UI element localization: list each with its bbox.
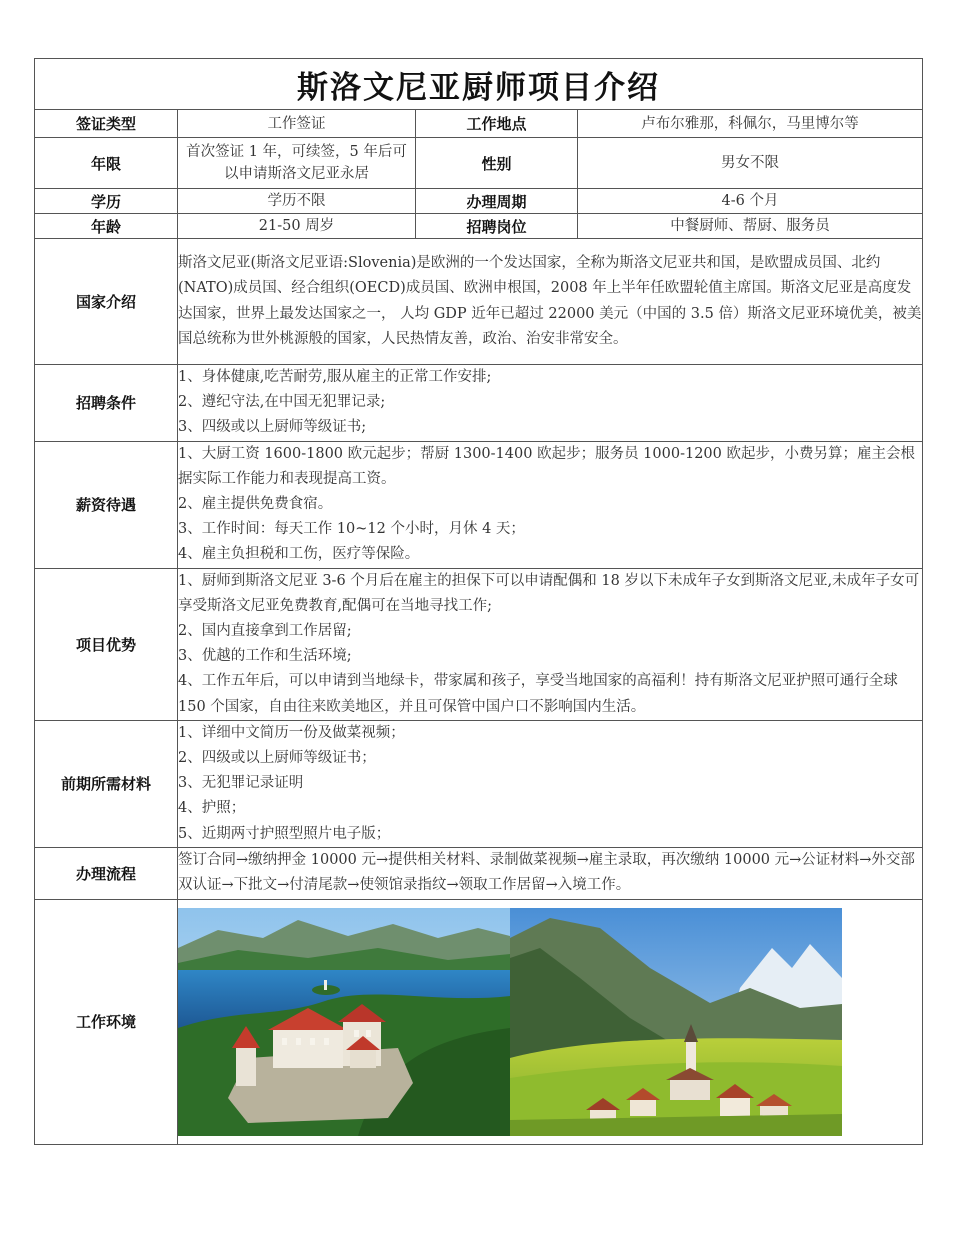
lake-castle-photo — [178, 908, 510, 1136]
duration-label: 年限 — [35, 138, 178, 189]
gender-value: 男女不限 — [578, 138, 923, 189]
list-item: 2、国内直接拿到工作居留; — [178, 623, 352, 640]
list-item: 1、厨师到斯洛文尼亚 3-6 个月后在雇主的担保下可以申请配偶和 18 岁以下未成年子女到斯洛文尼亚,未成年子女可享受斯洛文尼亚免费教育,配偶可在当地寻找工作; — [178, 572, 920, 614]
salary-list — [178, 441, 923, 568]
duration-value: 首次签证 1 年，可续签，5 年后可以申请斯洛文尼亚永居 — [178, 138, 416, 189]
positions-value: 中餐厨师、帮厨、服务员 — [578, 214, 923, 239]
requirements-list — [178, 365, 923, 442]
list-item: 2、四级或以上厨师等级证书； — [178, 750, 376, 767]
list-item: 1、详细中文简历一份及做菜视频； — [178, 724, 405, 741]
materials-list — [178, 720, 923, 847]
list-item: 3、四级或以上厨师等级证书; — [178, 419, 367, 436]
list-item: 4、工作五年后，可以申请到当地绿卡，带家属和孩子，享受当地国家的高福利！持有斯洛文尼亚护照可通行全球 150 个国家，自由往来欧美地区，并且可保管中国户口不影响国内生活。 — [178, 673, 898, 715]
list-item: 2、遵纪守法,在中国无犯罪记录; — [178, 394, 386, 411]
visa-type-label: 签证类型 — [35, 110, 178, 138]
environment-photos — [178, 899, 923, 1144]
country-intro-text: 斯洛文尼亚(斯洛文尼亚语:Slovenia)是欧洲的一个发达国家，全称为斯洛文尼亚共和国，是欧盟成员国、北约(NATO)成员国、经合组织(OECD)成员国、欧洲申根国，2008 年上半年任欧盟轮值主席国。斯洛文尼亚是高度发达国家，世界上最发达国家之一， 人均 GDP 近年已超过 22000 美元（中国的 3.5 倍）斯洛文尼亚环境优美，被美国总统称为世外桃源般的国家，人民热情友善，政治、治安非常安全。 — [178, 239, 923, 365]
alpine-village-photo — [510, 908, 842, 1136]
process-label: 办理流程 — [35, 847, 178, 899]
age-label: 年龄 — [35, 214, 178, 239]
materials-label: 前期所需材料 — [35, 720, 178, 847]
processing-value: 4-6 个月 — [578, 189, 923, 214]
gender-label: 性别 — [416, 138, 578, 189]
list-item: 4、护照； — [178, 800, 246, 817]
age-value: 21-50 周岁 — [178, 214, 416, 239]
processing-label: 办理周期 — [416, 189, 578, 214]
advantages-label: 项目优势 — [35, 568, 178, 720]
environment-label: 工作环境 — [35, 899, 178, 1144]
list-item: 5、近期两寸护照型照片电子版； — [178, 825, 391, 842]
list-item: 3、优越的工作和生活环境; — [178, 648, 352, 665]
country-intro-label: 国家介绍 — [35, 239, 178, 365]
education-label: 学历 — [35, 189, 178, 214]
salary-label: 薪资待遇 — [35, 441, 178, 568]
process-text: 签订合同→缴纳押金 10000 元→提供相关材料、录制做菜视频→雇主录取，再次缴纳 10000 元→公证材料→外交部双认证→下批文→付清尾款→使领馆录指纹→领取工作居留→入境工作。 — [178, 847, 923, 899]
list-item: 1、大厨工资 1600-1800 欧元起步；帮厨 1300-1400 欧起步；服务员 1000-1200 欧起步，小费另算；雇主会根据实际工作能力和表现提高工资。 — [178, 445, 915, 487]
location-value: 卢布尔雅那，科佩尔，马里博尔等 — [578, 110, 923, 138]
page-title: 斯洛文尼亚厨师项目介绍 — [35, 59, 923, 110]
requirements-label: 招聘条件 — [35, 365, 178, 442]
list-item: 2、雇主提供免费食宿。 — [178, 496, 333, 513]
education-value: 学历不限 — [178, 189, 416, 214]
list-item: 1、身体健康,吃苦耐劳,服从雇主的正常工作安排; — [178, 369, 492, 385]
list-item: 3、无犯罪记录证明 — [178, 775, 304, 792]
list-item: 3、工作时间：每天工作 10~12 个小时，月休 4 天； — [178, 521, 525, 538]
positions-label: 招聘岗位 — [416, 214, 578, 239]
list-item: 4、雇主负担税和工伤，医疗等保险。 — [178, 546, 420, 563]
location-label: 工作地点 — [416, 110, 578, 138]
advantages-list — [178, 568, 923, 720]
visa-type-value: 工作签证 — [178, 110, 416, 138]
project-intro-table — [34, 58, 923, 1145]
